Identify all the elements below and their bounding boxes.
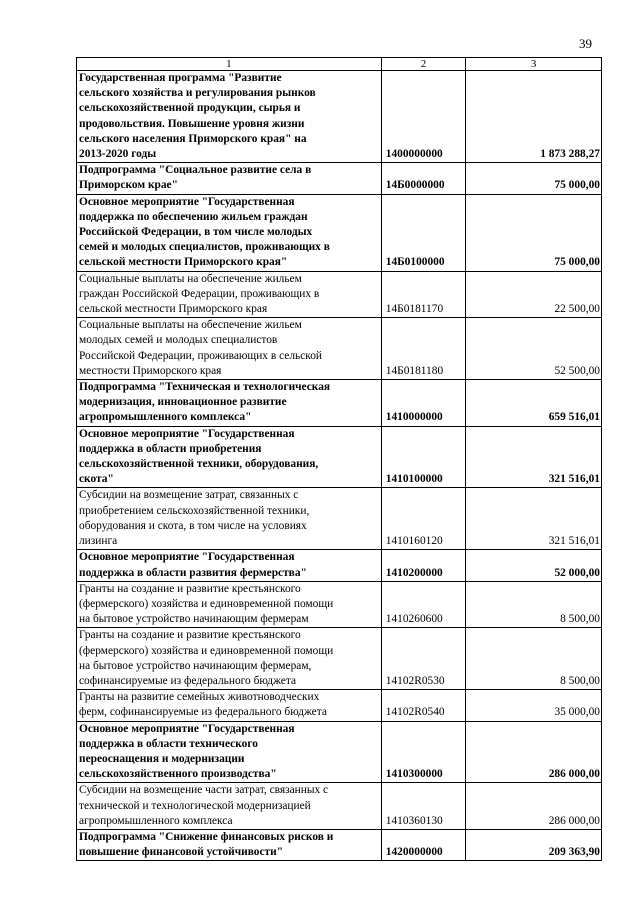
- row-name: Подпрограмма "Снижение финансовых рисков и повышение финансовой устойчивости": [79, 830, 334, 859]
- table-row: [77, 163, 602, 194]
- row-amount: 659 516,01: [466, 380, 602, 427]
- row-amount: 209 363,90: [466, 829, 602, 860]
- row-amount: 286 000,00: [466, 783, 602, 830]
- row-name: Подпрограмма "Техническая и технологическая модернизация, инновационное развитие агропромышленного комплекса": [79, 381, 331, 424]
- row-name-cell: [77, 488, 382, 550]
- row-name-cell: [77, 426, 382, 488]
- table-row: [77, 271, 602, 318]
- row-name: Основное мероприятие "Государственная поддержка в области развития фермерства": [79, 551, 307, 579]
- budget-table: [76, 57, 602, 861]
- header-cell-3: 3: [466, 58, 602, 71]
- table-row: [77, 721, 602, 783]
- row-amount: 321 516,01: [466, 426, 602, 488]
- row-code: 1400000000: [381, 71, 466, 163]
- table-row: [77, 426, 602, 488]
- row-code: 14102R0530: [381, 628, 466, 690]
- row-amount: 52 500,00: [466, 318, 602, 380]
- row-name: Гранты на создание и развитие крестьянского (фермерского) хозяйства и единовременной помощи на бытовое устройство начинающим фермерам: [79, 582, 334, 626]
- row-amount: 22 500,00: [466, 271, 602, 318]
- row-code: 1420000000: [381, 829, 466, 860]
- row-name-cell: [77, 690, 382, 721]
- row-name-cell: [77, 271, 382, 318]
- row-code: 14Б0100000: [381, 194, 466, 271]
- row-name: Государственная программа "Развитие сельского хозяйства и регулирования рынков сельскохозяйственной продукции, сырья и продовольствия. Повышение уровня жизни сельского населения Приморского края" на 2013-2020 годы: [79, 72, 316, 161]
- row-name-cell: [77, 829, 382, 860]
- header-cell-1: 1: [77, 58, 382, 71]
- row-name: Гранты на развитие семейных животноводческих ферм, софинансируемые из федерального бюджета: [79, 691, 327, 719]
- table-row: [77, 71, 602, 163]
- row-amount: 35 000,00: [466, 690, 602, 721]
- row-code: 1410300000: [381, 721, 466, 783]
- page-number: 39: [579, 36, 592, 51]
- row-name: Социальные выплаты на обеспечение жильем молодых семей и молодых специалистов Российской Федерации, проживающих в сельской местности Приморского края: [79, 319, 323, 377]
- row-code: 14102R0540: [381, 690, 466, 721]
- row-code: 14Б0181170: [381, 271, 466, 318]
- row-name: Подпрограмма "Социальное развитие села в Приморском крае": [79, 164, 312, 192]
- row-name-cell: [77, 783, 382, 830]
- table-row: [77, 380, 602, 427]
- table-row: [77, 194, 602, 271]
- table-header-row: [77, 58, 602, 71]
- row-code: 1410100000: [381, 426, 466, 488]
- table-row: [77, 690, 602, 721]
- row-amount: 52 000,00: [466, 550, 602, 581]
- table-row: [77, 783, 602, 830]
- row-code: 1410360130: [381, 783, 466, 830]
- row-code: 1410260600: [381, 581, 466, 628]
- table-row: [77, 581, 602, 628]
- row-name-cell: [77, 550, 382, 581]
- row-code: 1410160120: [381, 488, 466, 550]
- row-name: Социальные выплаты на обеспечение жильем граждан Российской Федерации, проживающих в сельской местности Приморского края: [79, 272, 320, 316]
- table-row: [77, 550, 602, 581]
- row-name: Субсидии на возмещение части затрат, связанных с технической и технологической модернизацией агропромышленного комплекса: [79, 784, 329, 827]
- row-code: 1410200000: [381, 550, 466, 581]
- row-amount: 8 500,00: [466, 628, 602, 690]
- row-name-cell: [77, 71, 382, 163]
- table-row: [77, 318, 602, 380]
- row-amount: 321 516,01: [466, 488, 602, 550]
- row-code: 1410000000: [381, 380, 466, 427]
- row-name: Основное мероприятие "Государственная поддержка по обеспечению жильем граждан Российской Федерации, в том числе молодых семей и молодых специалистов, проживающих в сельской местности Приморского края": [79, 195, 330, 269]
- row-amount: 75 000,00: [466, 163, 602, 194]
- table-row: [77, 628, 602, 690]
- row-code: 14Б0181180: [381, 318, 466, 380]
- table-row: [77, 488, 602, 550]
- row-name: Субсидии на возмещение затрат, связанных с приобретением сельскохозяйственной техники, оборудования и скота, в том числе на условиях лизинга: [79, 489, 310, 548]
- row-name-cell: [77, 163, 382, 194]
- row-name-cell: [77, 581, 382, 628]
- row-name-cell: [77, 721, 382, 783]
- row-amount: 1 873 288,27: [466, 71, 602, 163]
- row-name: Основное мероприятие "Государственная поддержка в области приобретения сельскохозяйственной техники, оборудования, скота": [79, 427, 319, 486]
- row-amount: 286 000,00: [466, 721, 602, 783]
- row-name-cell: [77, 194, 382, 271]
- row-code: 14Б0000000: [381, 163, 466, 194]
- row-amount: 8 500,00: [466, 581, 602, 628]
- row-amount: 75 000,00: [466, 194, 602, 271]
- row-name-cell: [77, 380, 382, 427]
- header-cell-2: 2: [381, 58, 466, 71]
- row-name: Гранты на создание и развитие крестьянского (фермерского) хозяйства и единовременной помощи на бытовое устройство начинающим фермерам, софинансируемые из федерального бюджета: [79, 629, 334, 687]
- table-row: [77, 829, 602, 860]
- row-name: Основное мероприятие "Государственная поддержка в области технического переоснащения и модернизации сельскохозяйственного производства": [79, 722, 295, 781]
- row-name-cell: [77, 628, 382, 690]
- row-name-cell: [77, 318, 382, 380]
